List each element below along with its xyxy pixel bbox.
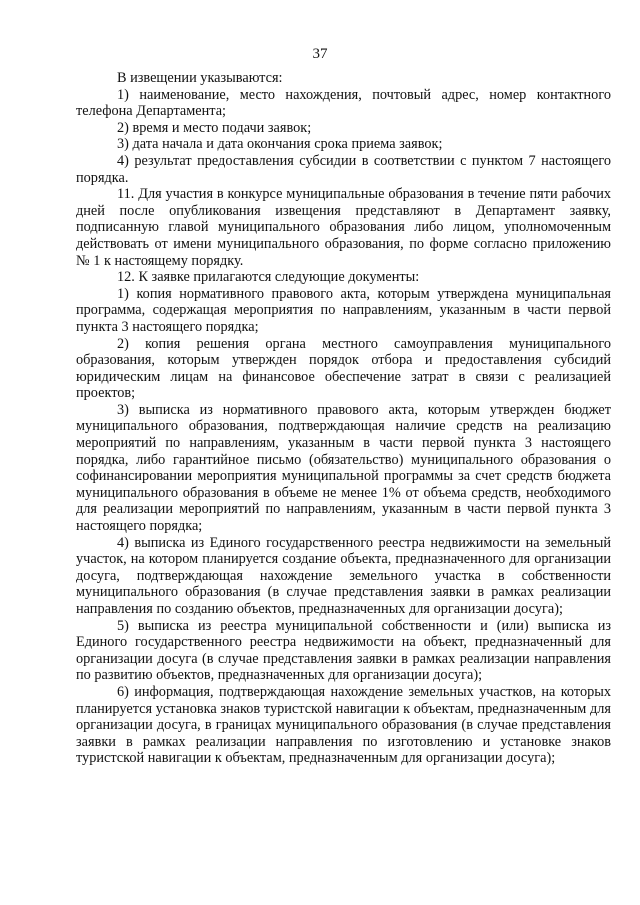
page-number: 37 [312, 46, 328, 62]
paragraph-document-item-6: 6) информация, подтверждающая нахождение земельных участков, на которых планируется установка знаков туристской навигации к объектам, предназначенным для организации досуга, в границах муниципального образования (в случае представления заявки в рамках реализации направления по изготовлению и установке знаков туристской навигации к объектам, предназначенным для организации досуга); [76, 683, 611, 767]
paragraph-document-item-5: 5) выписка из реестра муниципальной собственности и (или) выписка из Единого государственного реестра недвижимости на объект, предназначенный для организации досуга (в случае представления заявки в рамках реализации направления по развитию объектов, предназначенных для организации досуга); [76, 617, 611, 684]
paragraph-document-item-1: 1) копия нормативного правового акта, которым утверждена муниципальная программа, содержащая мероприятия по направлениям, указанным в части первой пункта 3 настоящего порядка; [76, 285, 611, 335]
paragraph-notice-item-4: 4) результат предоставления субсидии в соответствии с пунктом 7 настоящего порядка. [76, 152, 611, 186]
paragraph-document-item-3: 3) выписка из нормативного правового акта, которым утвержден бюджет муниципального образования, подтверждающая наличие средств на реализацию мероприятий по направлениям, указанным в части первой пункта 3 настоящего порядка, либо гарантийное письмо (обязательство) муниципального образования о софинансировании мероприятия муниципальной программы за счет средств бюджета муниципального образования в объеме не менее 1% от объема средств, необходимого для реализации мероприятий по направлениям, указанным в части первой пункта 3 настоящего порядка; [76, 401, 611, 535]
document-body [76, 70, 611, 767]
paragraph-notice-item-2: 2) время и место подачи заявок; [117, 119, 312, 136]
paragraph-clause-11: 11. Для участия в конкурсе муниципальные образования в течение пяти рабочих дней после опубликования извещения представляют в Департамент заявку, подписанную главой муниципального образования либо лицом, уполномоченным действовать от имени муниципального образования, по форме согласно приложению № 1 к настоящему порядку. [76, 186, 611, 269]
paragraph-notice-item-1: 1) наименование, место нахождения, почтовый адрес, номер контактного телефона Департамента; [76, 86, 611, 120]
paragraph-clause-12: 12. К заявке прилагаются следующие документы: [117, 269, 420, 286]
paragraph-notice-item-3: 3) дата начала и дата окончания срока приема заявок; [117, 136, 443, 153]
paragraph-notice-intro: В извещении указываются: [117, 70, 283, 86]
paragraph-document-item-4: 4) выписка из Единого государственного реестра недвижимости на земельный участок, на котором планируется создание объекта, предназначенного для организации досуга, подтверждающая нахождение земельного участка в собственности муниципального образования (в случае представления заявки в рамках реализации направления по созданию объектов, предназначенных для организации досуга); [76, 534, 611, 617]
paragraph-document-item-2: 2) копия решения органа местного самоуправления муниципального образования, которым утвержден порядок отбора и предоставления субсидий юридическим лицам на финансовое обеспечение затрат в связи с реализацией проектов; [76, 335, 611, 402]
